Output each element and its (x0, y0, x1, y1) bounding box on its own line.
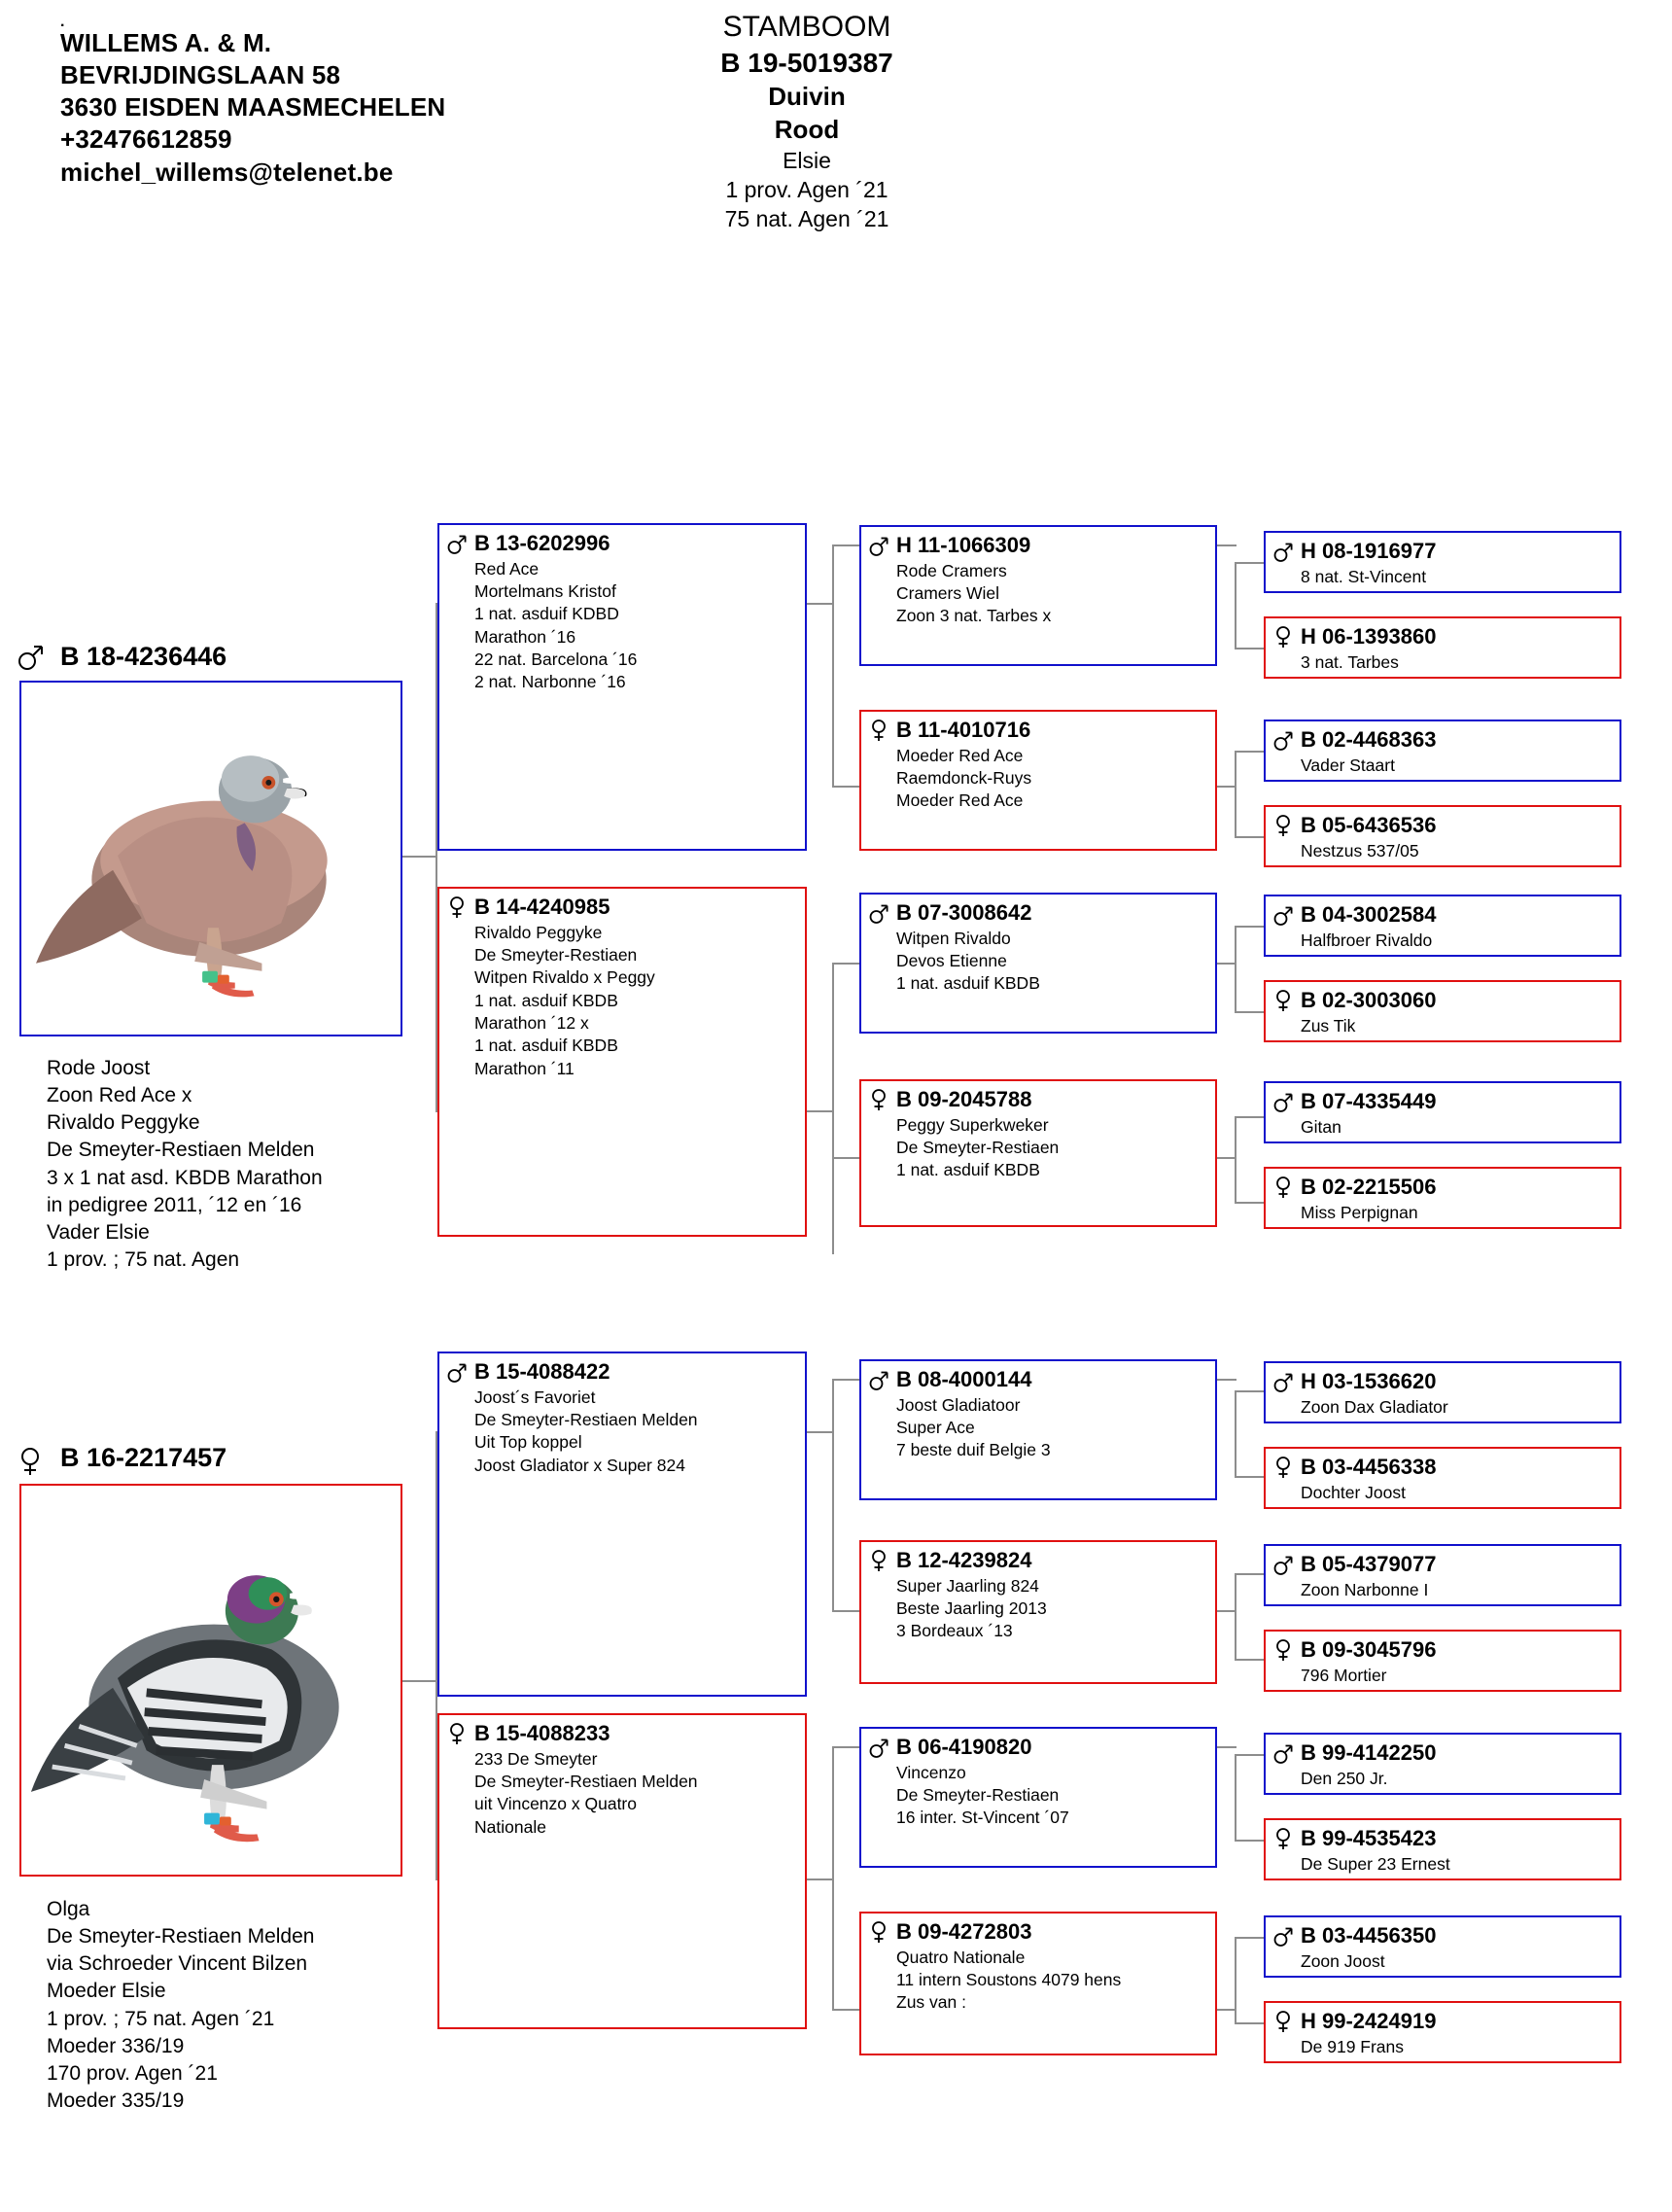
detail-line: 233 De Smeyter (474, 1748, 598, 1769)
dam-caption (47, 1896, 314, 2115)
ancestor-ring: B 08-4000144 (896, 1367, 1032, 1391)
ancestor-details (896, 1762, 1207, 1830)
detail-line: De Smeyter-Restiaen Melden (474, 1410, 698, 1430)
ancestor-details (474, 922, 797, 1080)
ancestor-ring: H 03-1536620 (1301, 1369, 1437, 1393)
detail-line: Halfbroer Rivaldo (1301, 930, 1433, 950)
detail-line: Raemdonck-Ruys (896, 768, 1032, 789)
ancestor-box-gen4-0 (1264, 531, 1621, 593)
detail-line: De Smeyter-Restiaen Melden (474, 1772, 698, 1792)
owner-street: BEVRIJDINGSLAAN 58 (60, 59, 341, 89)
ancestor-ring: B 03-4456350 (1301, 1923, 1437, 1948)
connector (807, 1431, 834, 1433)
detail-line: 1 nat. asduif KBDB (474, 1036, 618, 1056)
connector (1235, 1116, 1264, 1118)
ancestor-box-gen4-1 (1264, 616, 1621, 679)
ancestor-box-gen4-10 (1264, 1544, 1621, 1606)
connector (1215, 786, 1237, 788)
ancestor-details (1301, 566, 1612, 588)
ancestor-details (1301, 651, 1612, 674)
ancestor-details (896, 1575, 1207, 1643)
connector (832, 1379, 834, 1612)
owner-city: 3630 EISDEN MAASMECHELEN (60, 92, 446, 123)
male-icon (1273, 540, 1293, 563)
ancestor-box-gen4-8 (1264, 1361, 1621, 1423)
ancestor-details (1301, 1202, 1612, 1224)
connector (1215, 1746, 1237, 1748)
connector (1235, 1390, 1237, 1478)
connector (1235, 1573, 1237, 1661)
ancestor-details (1301, 930, 1612, 952)
detail-line: Marathon ´12 x (474, 1013, 589, 1034)
detail-line: Red Ace (474, 558, 540, 579)
connector (1235, 1659, 1264, 1661)
dam-caption-line-1: Olga (47, 1898, 90, 1920)
detail-line: De Super 23 Ernest (1301, 1853, 1450, 1874)
connector (832, 1379, 859, 1381)
connector (807, 603, 834, 605)
male-icon (447, 532, 467, 555)
connector (1235, 1476, 1264, 1478)
female-icon (1273, 1456, 1293, 1479)
ancestor-box-gen2-0 (437, 523, 807, 851)
ancestor-box-gen4-5 (1264, 980, 1621, 1042)
ancestor-box-gen4-6 (1264, 1081, 1621, 1143)
connector (1235, 926, 1264, 928)
ancestor-ring: B 05-4379077 (1301, 1552, 1437, 1576)
female-icon (869, 1920, 888, 1944)
sire-caption-line-5: 3 x 1 nat asd. KBDB Marathon (47, 1166, 323, 1189)
detail-line: Joost Gladiatoor (896, 1394, 1021, 1415)
detail-line: Marathon ´11 (474, 1058, 575, 1078)
ancestor-ring: B 09-4272803 (896, 1919, 1032, 1944)
male-icon (1273, 1741, 1293, 1765)
male-icon (869, 1736, 888, 1759)
male-icon (1273, 1370, 1293, 1393)
ancestor-ring: H 99-2424919 (1301, 2009, 1437, 2033)
ancestor-ring: B 07-3008642 (896, 900, 1032, 925)
detail-line: Den 250 Jr. (1301, 1768, 1388, 1788)
connector (1235, 1754, 1237, 1842)
connector (1215, 544, 1237, 546)
ancestor-details (896, 1114, 1207, 1182)
detail-line: Gitan (1301, 1116, 1341, 1137)
detail-line: Super Jaarling 824 (896, 1575, 1039, 1596)
female-icon (1273, 625, 1293, 649)
detail-line: 8 nat. St-Vincent (1301, 566, 1427, 586)
dam-photo (19, 1484, 402, 1877)
ancestor-details (1301, 1015, 1612, 1037)
pedigree-header (603, 8, 1011, 234)
detail-line: Super Ace (896, 1418, 975, 1438)
female-icon (1273, 1176, 1293, 1199)
connector (1235, 1937, 1264, 1939)
ancestor-details (1301, 1116, 1612, 1139)
detail-line: Nationale (474, 1816, 546, 1837)
detail-line: De 919 Frans (1301, 2036, 1405, 2056)
ancestor-details (896, 928, 1207, 996)
detail-line: Beste Jaarling 2013 (896, 1598, 1047, 1619)
ancestor-details (474, 1387, 797, 1477)
connector (832, 786, 859, 788)
ancestor-ring: B 04-3002584 (1301, 902, 1437, 927)
ancestor-ring: B 99-4142250 (1301, 1740, 1437, 1765)
male-icon (1273, 1090, 1293, 1113)
ancestor-ring: B 11-4010716 (896, 718, 1031, 742)
detail-line: Cramers Wiel (896, 583, 999, 604)
ancestor-box-gen3-2 (859, 893, 1217, 1034)
connector (1235, 926, 1237, 1013)
ancestor-ring: B 15-4088422 (474, 1359, 610, 1384)
ancestor-details (896, 1947, 1207, 2015)
ancestor-box-gen3-3 (859, 1079, 1217, 1227)
detail-line: Rivaldo Peggyke (474, 922, 603, 942)
ancestor-details (1301, 1853, 1612, 1876)
pedigree-result-1: 1 prov. Agen ´21 (725, 176, 888, 202)
sire-caption (47, 1055, 323, 1274)
detail-line: 1 nat. asduif KDBD (474, 604, 619, 624)
ancestor-box-gen4-12 (1264, 1733, 1621, 1795)
ancestor-details (1301, 1768, 1612, 1790)
female-icon (1273, 1827, 1293, 1850)
ancestor-details (896, 560, 1207, 628)
ancestor-box-gen2-2 (437, 1352, 807, 1697)
male-icon (1273, 1924, 1293, 1948)
connector (402, 1680, 437, 1682)
male-icon (869, 1368, 888, 1391)
connector (1235, 836, 1264, 838)
ancestor-details (1301, 1950, 1612, 1973)
pedigree-title: STAMBOOM (722, 11, 891, 43)
dam-female-icon (17, 1447, 43, 1476)
ancestor-ring: H 11-1066309 (896, 533, 1031, 557)
ancestor-ring: B 07-4335449 (1301, 1089, 1437, 1113)
detail-line: Zus Tik (1301, 1015, 1356, 1036)
connector (1235, 648, 1264, 650)
detail-line: Joost´s Favoriet (474, 1387, 596, 1407)
sire-ring: B 18-4236446 (60, 642, 227, 671)
ancestor-box-gen4-4 (1264, 895, 1621, 957)
connector (832, 2009, 859, 2011)
ancestor-ring: B 12-4239824 (896, 1548, 1032, 1572)
ancestor-ring: B 09-3045796 (1301, 1637, 1437, 1662)
owner-phone: +32476612859 (60, 124, 232, 155)
detail-line: Uit Top koppel (474, 1432, 582, 1453)
detail-line: Witpen Rivaldo x Peggy (474, 967, 655, 988)
connector (1215, 1157, 1237, 1159)
pedigree-name: Elsie (783, 147, 831, 173)
ancestor-ring: B 09-2045788 (896, 1087, 1032, 1111)
connector (1215, 1610, 1237, 1612)
ancestor-ring: B 99-4535423 (1301, 1826, 1437, 1850)
female-icon (1273, 2010, 1293, 2033)
sire-caption-line-2: Zoon Red Ace x (47, 1084, 192, 1107)
female-icon (447, 1722, 467, 1745)
detail-line: Nestzus 537/05 (1301, 840, 1419, 860)
ancestor-box-gen3-0 (859, 525, 1217, 666)
ancestor-ring: B 02-4468363 (1301, 727, 1437, 752)
female-icon (1273, 1638, 1293, 1662)
connector (1235, 1202, 1264, 1204)
connector (832, 1610, 859, 1612)
detail-line: Dochter Joost (1301, 1482, 1406, 1502)
detail-line: Peggy Superkweker (896, 1114, 1049, 1135)
sire-caption-line-6: in pedigree 2011, ´12 en ´16 (47, 1193, 302, 1216)
connector (1235, 1840, 1264, 1842)
detail-line: Quatro Nationale (896, 1947, 1026, 1967)
connector (1235, 562, 1237, 650)
ancestor-ring: B 02-2215506 (1301, 1175, 1437, 1199)
detail-line: uit Vincenzo x Quatro (474, 1794, 637, 1814)
pedigree-result-2: 75 nat. Agen ´21 (724, 205, 889, 231)
male-icon (1273, 903, 1293, 927)
pigeon-illustration-dam (21, 1486, 401, 1875)
connector (832, 1746, 859, 1748)
ancestor-ring: B 15-4088233 (474, 1721, 610, 1745)
ancestor-box-gen4-9 (1264, 1447, 1621, 1509)
connector (1235, 751, 1264, 753)
female-icon (869, 719, 888, 742)
female-icon (1273, 814, 1293, 837)
pedigree-ring: B 19-5019387 (720, 48, 893, 78)
detail-line: 7 beste duif Belgie 3 (896, 1440, 1051, 1460)
owner-name: WILLEMS A. & M. (60, 27, 272, 57)
dam-caption-line-3: via Schroeder Vincent Bilzen (47, 1952, 308, 1976)
detail-line: Devos Etienne (896, 951, 1007, 971)
detail-line: 2 nat. Narbonne ´16 (474, 672, 626, 692)
detail-line: 1 nat. asduif KBDB (896, 973, 1040, 994)
connector (1235, 1573, 1264, 1575)
detail-line: 22 nat. Barcelona ´16 (474, 650, 638, 670)
connector (1215, 1379, 1237, 1381)
detail-line: De Smeyter-Restiaen (896, 1785, 1060, 1806)
female-icon (869, 1549, 888, 1572)
ancestor-details (1301, 1579, 1612, 1601)
female-icon (447, 895, 467, 919)
sire-caption-line-3: Rivaldo Peggyke (47, 1111, 200, 1135)
detail-line: 3 nat. Tarbes (1301, 651, 1399, 672)
connector (1235, 751, 1237, 838)
connector (832, 1157, 859, 1159)
detail-line: De Smeyter-Restiaen (474, 945, 638, 966)
female-icon (869, 1088, 888, 1111)
connector (1215, 2009, 1237, 2011)
ancestor-details (1301, 1482, 1612, 1504)
connector (1235, 1937, 1237, 2024)
detail-line: Zoon 3 nat. Tarbes x (896, 606, 1052, 626)
detail-line: Vader Staart (1301, 755, 1395, 775)
dam-caption-line-2: De Smeyter-Restiaen Melden (47, 1925, 315, 1949)
ancestor-box-gen3-7 (859, 1912, 1217, 2055)
ancestor-box-gen4-2 (1264, 720, 1621, 782)
ancestor-details (896, 745, 1207, 813)
detail-line: Vincenzo (896, 1762, 966, 1782)
ancestor-box-gen4-15 (1264, 2001, 1621, 2063)
connector (832, 544, 834, 788)
male-icon (869, 534, 888, 557)
ancestor-box-gen3-6 (859, 1727, 1217, 1868)
sire-photo (19, 681, 402, 1036)
ancestor-details (474, 1748, 797, 1839)
dam-caption-line-5: 1 prov. ; 75 nat. Agen ´21 (47, 2007, 275, 2030)
ancestor-details (474, 558, 797, 694)
sire-caption-line-1: Rode Joost (47, 1057, 151, 1079)
ancestor-box-gen4-3 (1264, 805, 1621, 867)
connector (1235, 1754, 1264, 1756)
ancestor-box-gen4-14 (1264, 1915, 1621, 1978)
dam-ring: B 16-2217457 (60, 1443, 227, 1472)
connector (1235, 1390, 1264, 1392)
detail-line: Zoon Narbonne I (1301, 1579, 1429, 1599)
owner-email: michel_willems@telenet.be (60, 157, 394, 187)
male-icon (869, 901, 888, 925)
male-icon (1273, 1553, 1293, 1576)
connector (832, 963, 834, 1254)
dam-caption-line-6: Moeder 336/19 (47, 2034, 185, 2057)
connector (402, 856, 437, 858)
ancestor-ring: H 06-1393860 (1301, 624, 1437, 649)
detail-line: Rode Cramers (896, 560, 1007, 580)
detail-line: 1 nat. asduif KBDB (896, 1160, 1040, 1180)
connector (807, 1878, 834, 1880)
connector (832, 544, 859, 546)
owner-dot: . (60, 14, 65, 30)
pigeon-illustration-sire (21, 683, 401, 1035)
detail-line: 3 Bordeaux ´13 (896, 1621, 1013, 1641)
pedigree-color: Rood (774, 115, 840, 145)
ancestor-box-gen3-5 (859, 1540, 1217, 1684)
connector (1235, 1116, 1237, 1204)
detail-line: Mortelmans Kristof (474, 581, 616, 602)
male-icon (447, 1360, 467, 1384)
owner-block (60, 14, 446, 189)
detail-line: Zoon Joost (1301, 1950, 1385, 1971)
ancestor-box-gen4-11 (1264, 1630, 1621, 1692)
detail-line: 796 Mortier (1301, 1665, 1387, 1685)
connector (832, 963, 859, 965)
ancestor-details (1301, 1665, 1612, 1687)
detail-line: Moeder Red Ace (896, 790, 1024, 811)
ancestor-details (1301, 1396, 1612, 1419)
sire-male-icon (17, 642, 43, 671)
ancestor-details (1301, 840, 1612, 862)
dam-caption-line-4: Moeder Elsie (47, 1980, 166, 2003)
ancestor-box-gen4-7 (1264, 1167, 1621, 1229)
detail-line: Zus van : (896, 1992, 966, 2013)
ancestor-details (896, 1394, 1207, 1462)
detail-line: Zoon Dax Gladiator (1301, 1396, 1448, 1417)
ancestor-ring: B 03-4456338 (1301, 1455, 1437, 1479)
dam-caption-line-8: Moeder 335/19 (47, 2089, 185, 2112)
female-icon (1273, 989, 1293, 1012)
sire-caption-line-4: De Smeyter-Restiaen Melden (47, 1139, 315, 1162)
sire-caption-line-7: Vader Elsie (47, 1220, 150, 1244)
dam-caption-line-7: 170 prov. Agen ´21 (47, 2061, 218, 2085)
connector (807, 1110, 834, 1112)
ancestor-ring: B 14-4240985 (474, 895, 610, 919)
connector (1235, 562, 1264, 564)
detail-line: De Smeyter-Restiaen (896, 1138, 1060, 1158)
connector (1235, 2022, 1264, 2024)
ancestor-box-gen3-1 (859, 710, 1217, 851)
ancestor-box-gen3-4 (859, 1359, 1217, 1500)
ancestor-ring: B 05-6436536 (1301, 813, 1437, 837)
detail-line: Joost Gladiator x Super 824 (474, 1455, 685, 1475)
detail-line: Witpen Rivaldo (896, 928, 1011, 948)
sire-caption-line-8: 1 prov. ; 75 nat. Agen (47, 1247, 240, 1271)
detail-line: 16 inter. St-Vincent ´07 (896, 1808, 1069, 1828)
ancestor-ring: B 06-4190820 (896, 1735, 1032, 1759)
connector (1235, 1011, 1264, 1013)
ancestor-box-gen2-1 (437, 887, 807, 1237)
ancestor-ring: H 08-1916977 (1301, 539, 1437, 563)
ancestor-details (1301, 755, 1612, 777)
ancestor-box-gen2-3 (437, 1713, 807, 2029)
connector (832, 1746, 834, 2011)
pedigree-sex: Duivin (768, 82, 846, 112)
connector (1215, 963, 1237, 965)
detail-line: 1 nat. asduif KBDB (474, 990, 618, 1010)
detail-line: 11 intern Soustons 4079 hens (896, 1970, 1122, 1990)
detail-line: Moeder Red Ace (896, 745, 1024, 765)
detail-line: Miss Perpignan (1301, 1202, 1418, 1222)
ancestor-ring: B 02-3003060 (1301, 988, 1437, 1012)
ancestor-details (1301, 2036, 1612, 2058)
detail-line: Marathon ´16 (474, 626, 576, 647)
ancestor-box-gen4-13 (1264, 1818, 1621, 1880)
ancestor-ring: B 13-6202996 (474, 531, 610, 555)
male-icon (1273, 728, 1293, 752)
